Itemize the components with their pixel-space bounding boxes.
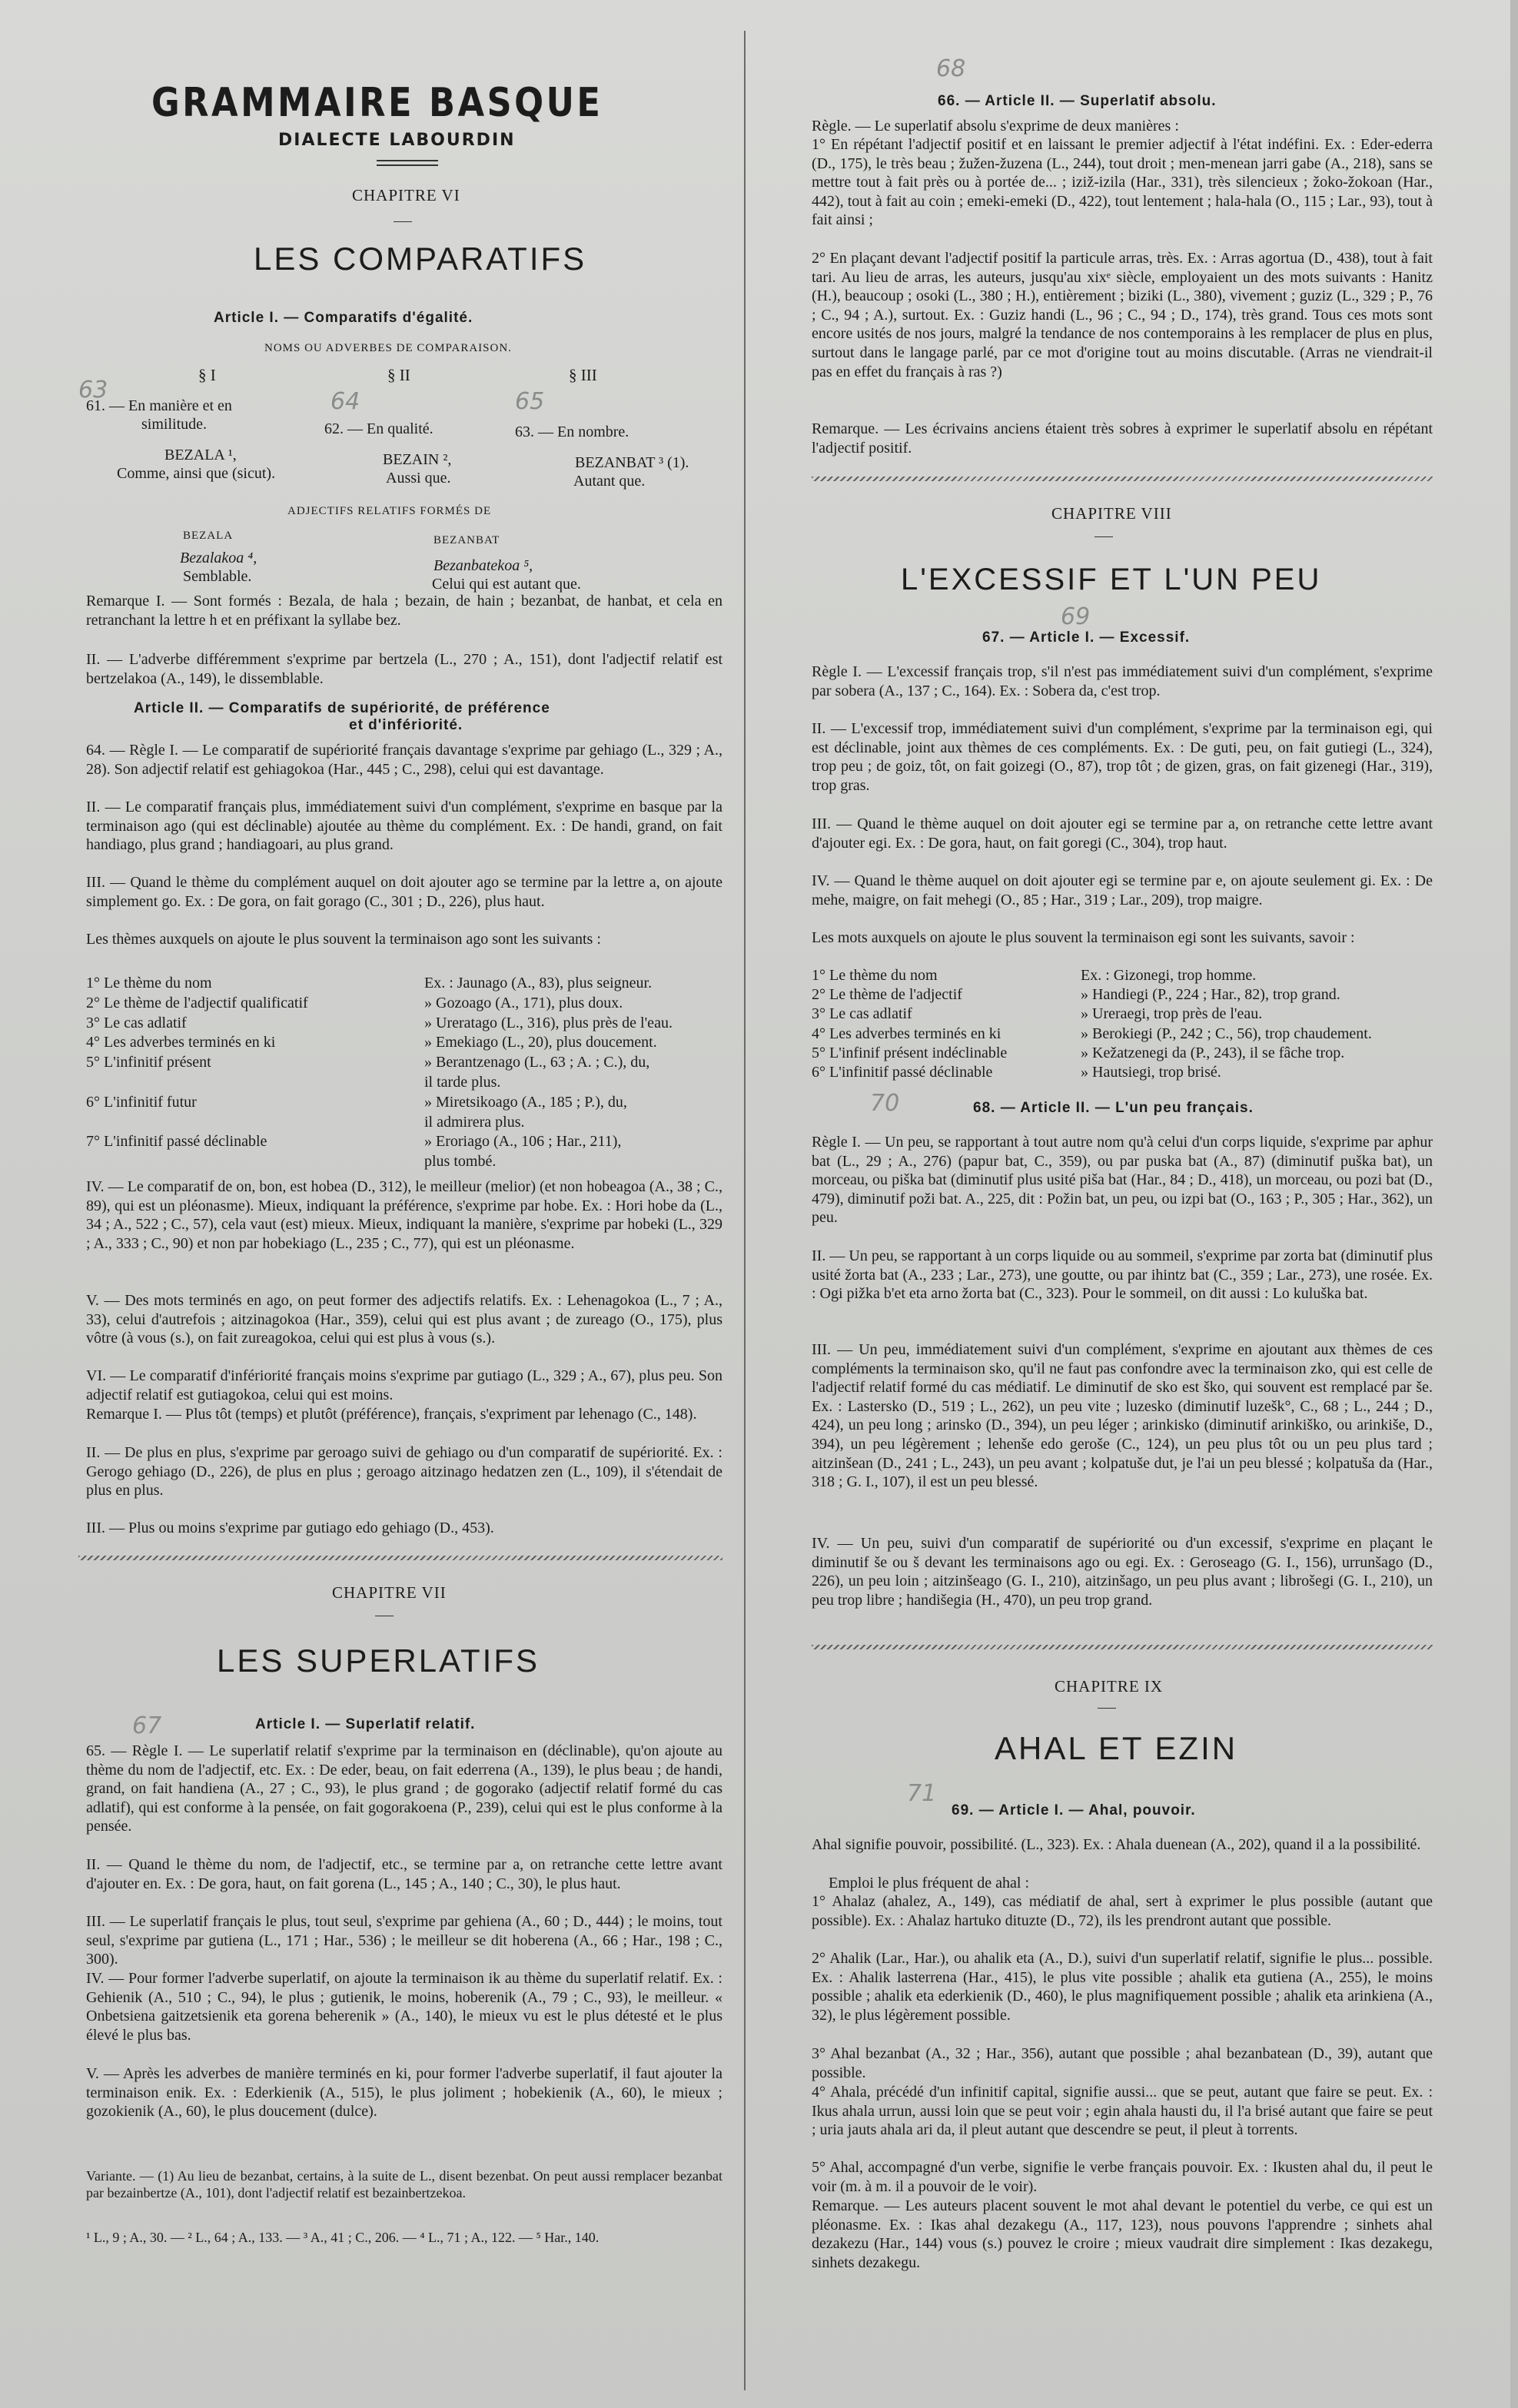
chapter-9-title: AHAL ET EZIN (995, 1730, 1238, 1766)
list-item (812, 1005, 1262, 1023)
paragraph-69-4: 4° Ahala, précédé d'un infinitif capital, signifie aussi... que se peut, autant que faire se peut. Ex. : Ikus ahala urrun, aussi loin que se peut voir ; egin ahala hausti du, il l'a brisé autant que faire se peut ; uria jauts ahala ari da, il pleut autant que descendre se peut, il pleut à torrents. (812, 2084, 1433, 2139)
chapter-6-title: LES COMPARATIFS (254, 241, 587, 277)
list-item (86, 1133, 621, 1151)
paragraph-67-iii: III. — Quand le thème auquel on doit ajouter egi se termine par a, on retranche cette lettre avant d'ajouter egi. Ex. : De gora, haut, on fait goregi (C., 304), trop haut. (812, 815, 1433, 852)
section-mark: § I (198, 366, 216, 384)
list-item-example: » Miretsikoago (A., 185 ; P.), du, (424, 1093, 627, 1111)
section-caption: NOMS OU ADVERBES DE COMPARAISON. (264, 342, 512, 354)
list-item (86, 995, 623, 1012)
paragraph-66-2: 2° En plaçant devant l'adjectif positif la particule arras, très. Ex. : Arras agortua (D., 438), tout à fait tari. Au lieu de arras, les auteurs, jusqu'au xixᵉ siècle, employaient un des mots suivants : Hanitz (H.), beaucoup ; osoki (L., 380 ; H.), entièrement ; biziki (L., 380), vivement ; guziz (L., 329 ; P., 76 ; C., 94 ; A.), surtout. Ex. : Guziz handi (L., 96 ; C., 94 ; D., 174), très grand. Tous ces mots sont encore usités de nos jours, malgré la tendance de nos contemporains à les remplacer de plus en plus, surtout dans le langage parlé, par ce mot d'origine tout au moins discutable. (Arras ne viendrait-il pas en effet du français à ras ?) (812, 250, 1433, 380)
paragraph-64-vi: V. — Des mots terminés en ago, on peut former des adjectifs relatifs. Ex. : Lehenagokoa (L., 7 ; A., 33), celui d'autrefois ; aitzinagokoa (Har., 359), celui qui est plus avant ; de zureago (O., 175), plus vôtre (à vous (s.), on fait zureagokoa, celui qui est plus à vous (s.). (86, 1292, 722, 1347)
chapter-7-title: LES SUPERLATIFS (217, 1642, 540, 1679)
list-item (812, 1045, 1344, 1062)
chapter-rule (1098, 1708, 1116, 1709)
list-item-label: 3° Le cas adlatif (86, 1014, 187, 1031)
list-item-label: 3° Le cas adlatif (812, 1005, 912, 1023)
term-bezanbat-def: Autant que. (573, 473, 646, 490)
article-67-heading: 67. — Article I. — Excessif. (982, 629, 1191, 646)
adj-bezalakoa: Bezalakoa ⁴, (180, 550, 257, 566)
adj-bezanbatekoa-def: Celui qui est autant que. (432, 576, 581, 593)
handwritten-number: 70 (870, 1090, 900, 1117)
list-item-example: » Gozoago (A., 171), plus doux. (424, 994, 623, 1011)
chapter-rule (394, 221, 412, 222)
list-item-label: 2° Le thème de l'adjectif (812, 986, 962, 1004)
article-heading: Article I. — Superlatif relatif. (255, 1716, 476, 1732)
handwritten-number: 67 (132, 1712, 162, 1739)
paragraph-64-v: IV. — Le comparatif de on, bon, est hobea (D., 312), le meilleur (melior) (et non hobeagoa (A., 38 ; C., 89), qui est un pléonasme). Mieux, indiquant la préférence, s'exprime par hobe. Ex. : Hori hobe da (L., 34 ; A., 522 ; C., 57), cela vaut (est) mieux. Mieux, indiquant la manière, s'exprime par hobeki (L., 329 ; A., 333 ; C., 90) et non par hobekiago (L., 235 ; C., 77), qui est un pléonasme. (86, 1178, 722, 1252)
list-item-label: 6° L'infinitif passé déclinable (812, 1064, 993, 1081)
heading-61: 61. — En manière et en (86, 397, 232, 414)
main-title: GRAMMAIRE BASQUE (151, 80, 603, 126)
paragraph-67: Règle I. — L'excessif français trop, s'il n'est pas immédiatement suivi d'un complément, s'exprime par sobera (A., 137 ; C., 164). Ex. : Sobera da, c'est trop. (812, 663, 1433, 699)
list-item-label: 1° Le thème du nom (86, 975, 212, 991)
paragraph-65-ii: II. — Quand le thème du nom, de l'adjectif, etc., se termine par a, on retranche cette lettre avant d'ajouter en. Ex. : De gora, haut, on fait gorena (L., 145 ; A., 140 ; C., 30), le plus haut. (86, 1856, 722, 1892)
chapter-8-title: L'EXCESSIF ET L'UN PEU (901, 563, 1322, 596)
paragraph-64-viii: Remarque I. — Plus tôt (temps) et plutôt (préférence), français, s'expriment par lehenago (C., 148). (86, 1406, 697, 1423)
paragraph-69: Ahal signifie pouvoir, possibilité. (L., 323). Ex. : Ahala duenean (A., 202), quand il a la possibilité. (812, 1836, 1421, 1853)
chapter-6-heading: CHAPITRE VI (352, 186, 460, 204)
list-item-example: il tarde plus. (424, 1074, 501, 1091)
handwritten-number: 71 (907, 1780, 937, 1807)
section-divider (812, 477, 1433, 481)
paragraph-64-ix: II. — De plus en plus, s'exprime par geroago suivi de gehiago ou d'un comparatif de supériorité. Ex. : Gerogo gehiago (D., 226), de plus en plus ; geroago aitzinago hedatzen zen (L., 109), il s'étendait de plus en plus. (86, 1444, 722, 1500)
handwritten-number: 64 (331, 388, 360, 415)
remarque-2: II. — L'adverbe différemment s'exprime par bertzela (L., 270 ; A., 151), dont l'adjectif relatif est bertzelakoa (A., 149), le dissemblable. (86, 651, 722, 687)
list-item-label: 7° L'infinitif passé déclinable (86, 1133, 267, 1151)
list-item-label: 4° Les adverbes terminés en ki (812, 1025, 1001, 1042)
list-item (86, 975, 652, 992)
adj-bezanbatekoa: Bezanbatekoa ⁵, (433, 557, 533, 574)
paragraph-69-5: 5° Ahal, accompagné d'un verbe, signifie le verbe français pouvoir. Ex. : Ikusten ahal du, il peut le voir (m. à m. il a pouvoir de le voir). (812, 2159, 1433, 2195)
column-divider (744, 31, 746, 2390)
article-heading: Article I. — Comparatifs d'égalité. (214, 310, 473, 326)
list-item-example: » Berantzenago (L., 63 ; A. ; C.), du, (424, 1054, 650, 1071)
handwritten-number: 65 (515, 388, 545, 415)
chapter-8-heading: CHAPITRE VIII (1051, 504, 1172, 523)
list-item (86, 1094, 627, 1111)
subtitle: DIALECTE LABOURDIN (278, 131, 516, 150)
handwritten-number: 63 (78, 377, 108, 404)
term-bezala-def: Comme, ainsi que (sicut). (117, 465, 276, 482)
chapter-rule (1094, 536, 1113, 537)
list-item (86, 1153, 496, 1171)
list-item-example: » Berokiegi (P., 242 ; C., 56), trop chaudement. (1081, 1025, 1372, 1042)
paragraph-65-iii: III. — Le superlatif français le plus, tout seul, s'exprime par gehiena (A., 60 ; D., 444) ; le moins, tout seul, s'exprime par gutiena (L., 171 ; Har., 536) ; le meilleur se dit hoberena (A., 66 ; Har., 198 ; C., 300). (86, 1913, 722, 1968)
page-edge (1510, 0, 1518, 2408)
title-rule (377, 160, 438, 161)
list-item-example: » Kežatzenegi da (P., 243), il se fâche trop. (1081, 1044, 1345, 1061)
list-item (812, 1064, 1221, 1081)
paragraph-69-3: 3° Ahal bezanbat (A., 32 ; Har., 356), autant que possible ; ahal bezanbatean (D., 39), autant que possible. (812, 2045, 1433, 2081)
term-bezala: BEZALA ¹, (164, 447, 237, 463)
paragraph-67-ii: II. — L'excessif trop, immédiatement suivi d'un complément, s'exprime par la terminaison egi, qui est déclinable, joint aux thèmes de ces compléments. Ex. : De guti, peu, on fait gutiegi (L., 324), trop peu ; de goiz, tôt, on fait goizegi (O., 87), trop tôt ; de gizen, gras, on fait gizenegi (Har., 319), trop gras. (812, 720, 1433, 794)
list-item-example: Ex. : Gizonegi, trop homme. (1081, 967, 1257, 984)
paragraph-66-remarque: Remarque. — Les écrivains anciens étaient très sobres à exprimer le superlatif absolu en répétant l'adjectif positif. (812, 420, 1433, 457)
list-item-example: » Emekiago (L., 20), plus doucement. (424, 1034, 657, 1051)
list-item (86, 1054, 649, 1071)
paragraph-67-v: Les mots auxquels on ajoute le plus souvent la terminaison egi sont les suivants, savoir : (812, 929, 1355, 946)
list-item-label: 6° L'infinitif futur (86, 1093, 197, 1111)
paragraph-64-x: III. — Plus ou moins s'exprime par gutiago edo gehiago (D., 453). (86, 1520, 494, 1536)
section-divider (78, 1556, 722, 1560)
chapter-9-heading: CHAPITRE IX (1055, 1677, 1164, 1696)
paragraph-67-iv: IV. — Quand le thème auquel on doit ajouter egi se termine par e, on ajoute seulement gi. Ex. : De mehe, maigre, on fait mehegi (O., 85 ; Har., 319 ; Lar., 209), trop maigre. (812, 872, 1433, 908)
heading-63: 63. — En nombre. (515, 423, 629, 440)
list-item-example: » Hautsiegi, trop brisé. (1081, 1064, 1221, 1081)
paragraph-66-1: 1° En répétant l'adjectif positif et en laissant le premier adjectif à l'état indéfini. Ex. : Eder-ederra (D., 175), le très beau ; žužen-žuzena (L., 244), tout droit ; men-menean jarri gabe (A., 218), sans se mettre tout à fait près ou à portée de... ; iziž-izila (Har., 331), très silencieux ; žoko-žokoan (Har., 442), tout à fait au coin ; emeki-emeki (D., 422), tout lentement ; hala-hala (O., 115 ; Lar., 93), tout à fait ainsi ; (812, 136, 1433, 229)
list-item-label: 5° L'infinif présent indéclinable (812, 1044, 1008, 1061)
heading-62: 62. — En qualité. (324, 420, 433, 437)
handwritten-number: 69 (1061, 603, 1091, 630)
term-bezain-def: Aussi que. (386, 470, 451, 487)
list-item (812, 1025, 1372, 1043)
chapter-7-heading: CHAPITRE VII (332, 1583, 447, 1602)
adjectives-caption: ADJECTIFS RELATIFS FORMÉS DE (287, 505, 492, 517)
term-bezain: BEZAIN ², (383, 451, 452, 468)
article-2-heading: Article II. — Comparatifs de supériorité, de préférence (134, 700, 550, 716)
list-item-label: 5° L'infinitif présent (86, 1054, 211, 1071)
paragraph-69-intro: Emploi le plus fréquent de ahal : (829, 1875, 1030, 1892)
list-item-label: 1° Le thème du nom (812, 967, 938, 984)
list-item-label: 2° Le thème de l'adjectif qualificatif (86, 994, 308, 1011)
paragraph-69-remarque: Remarque. — Les auteurs placent souvent le mot ahal devant le potentiel du verbe, ce qui est un pléonasme. Ex. : Ikas ahal dezakegu (A., 117, 123), nous pouvons l'apprendre ; sinhets ahal dezakezu (Har., 144) vous (s.) pouvez le croire ; mieux vaudrait dire simplement : Ikas dezakegu, sinhets dezakegu. (812, 2197, 1433, 2271)
list-item (812, 986, 1340, 1004)
footnotes: ¹ L., 9 ; A., 30. — ² L., 64 ; A., 133. — ³ A., 41 ; C., 206. — ⁴ L., 71 ; A., 122. — ⁵ Har., 140. (86, 2230, 600, 2245)
left-column (71, 0, 722, 2408)
paragraph-64-ii: II. — Le comparatif français plus, immédiatement suivi d'un complément, s'exprime en basque par la terminaison ago (qui est déclinable) ajoutée au thème du complément. Ex. : De handi, grand, on fait handiago, plus grand ; handiagoari, au plus grand. (86, 799, 722, 854)
paragraph-64: 64. — Règle I. — Le comparatif de supériorité français davantage s'exprime par gehiago (L., 329 ; A., 28). Son adjectif relatif est gehiagokoa (Har., 445 ; C., 298), celui qui est davantage. (86, 742, 722, 778)
paragraph-65-iv: IV. — Pour former l'adverbe superlatif, on ajoute la terminaison ik au thème du superlatif relatif. Ex. : Gehienik (A., 510 ; C., 94), le plus ; gutienik, le moins, hoberenik (A., 79 ; C., 93), le meilleur. « Onbetsiena gaitzetsienik eta gorena beherenik » (A., 140), le mieux vu est le plus détesté et le plus élevé le plus bas. (86, 1970, 722, 2044)
article-68-heading: 68. — Article II. — L'un peu français. (973, 1100, 1254, 1116)
list-item-example: il admirera plus. (424, 1113, 525, 1131)
section-mark: § II (387, 366, 410, 384)
list-item-example: » Eroriago (A., 106 ; Har., 211), (424, 1133, 622, 1151)
list-item (86, 1074, 500, 1091)
heading-61-cont: similitude. (141, 416, 207, 433)
paragraph-68: Règle I. — Un peu, se rapportant à tout autre nom qu'à celui d'un corps liquide, s'exprime par aphur bat (L., 29 ; A., 276) (papur bat, C., 359), ou par puska bat (A., 87) (diminutif puška bat), un morceau, ou piška bat (diminutif plus usité piša bat (Har., 84 ; D., 418), un morceau, ou pozi bat (D., 479), diminutif poži bat. A., 225, dit : Požin bat, un peu, ou izpi bat (O., 163 ; P., 305 ; Har., 362), un peu. (812, 1134, 1433, 1227)
paragraph-64-vii: VI. — Le comparatif d'infériorité français moins s'exprime par gutiago (L., 329 ; A., 67), plus peu. Son adjectif relatif est gutiagokoa, celui qui est moins. (86, 1367, 722, 1403)
list-item-example: » Ureraegi, trop près de l'eau. (1081, 1005, 1263, 1023)
list-item (86, 1034, 657, 1051)
section-mark: § III (569, 366, 597, 384)
term-bezanbat: BEZANBAT ³ (1). (575, 454, 689, 471)
list-item-example: » Ureratago (L., 316), plus près de l'eau. (424, 1014, 673, 1031)
list-item (86, 1114, 525, 1131)
paragraph-68-iii: III. — Un peu, immédiatement suivi d'un complément, s'exprime en ajoutant aux thèmes de ces compléments la terminaison sko, qu'il ne faut pas confondre avec la terminaison zko, qui est celle de l'adjectif relatif formé du cas médiatif. Le diminutif de sko est ško, qui souvent est remplacé par še. Ex. : Lastersko (D., 519 ; L., 262), un peu vite ; luzesko (diminutif luzešk°, C., 68 ; L., 244 ; D., 424), un peu long ; arinsko (D., 394), un peu léger ; arinkisko (diminutif arinkiško, ou arinkiše, D., 394), un peu légèrement ; lehenše edo geroše (C., 124), un peu plus tôt ou un peu plus tard ; aitzinšean (D., 241 ; L., 243), un peu avant ; kolpatuše dut, je l'ai un peu blessé ; kolpatuša da (Har., 318 ; G. I., 107), il est un peu blessé. (812, 1341, 1433, 1491)
list-item-example: » Handiegi (P., 224 ; Har., 82), trop grand. (1081, 986, 1340, 1004)
list-item-example: Ex. : Jaunago (A., 83), plus seigneur. (424, 975, 653, 991)
paragraph-69-1: 1° Ahalaz (ahalez, A., 149), cas médiatif de ahal, sert à exprimer le plus possible (autant que possible). Ex. : Ahalaz hartuko dituzte (D., 72), ils les prendront autant que possible. (812, 1893, 1433, 1929)
article-66-heading: 66. — Article II. — Superlatif absolu. (938, 93, 1217, 109)
adj-col-bezanbat: BEZANBAT (433, 534, 500, 546)
paragraph-65: 65. — Règle I. — Le superlatif relatif s'exprime par la terminaison en (déclinable), qu'on ajoute au thème du nom de l'adjectif, etc. Ex. : De eder, beau, on fait ederrena (A., 139), le plus beau ; de handi, grand, on fait handiena (A., 27 ; C., 93), le plus grand ; de gogorako (adjectif relatif formé du cas adlatif), qui est conforme à la pensée, on fait gogorakoena (P., 239), celui qui est le plus conforme à la pensée. (86, 1742, 722, 1835)
paragraph-65-v: V. — Après les adverbes de manière terminés en ki, pour former l'adverbe superlatif, il faut ajouter la terminaison enik. Ex. : Ederkienik (A., 515), le plus joliment ; hobekienik (A., 60), le mieux ; gozokienik (A., 60), le plus doucement (dulce). (86, 2065, 722, 2121)
article-69-heading: 69. — Article I. — Ahal, pouvoir. (952, 1802, 1196, 1818)
paragraph-68-ii: II. — Un peu, se rapportant à un corps liquide ou au sommeil, s'exprime par zorta bat (diminutif plus usité žorta bat (A., 233 ; Lar., 273), une goutte, ou par ihintz bat (C., 359 ; Lar., 273), une rosée. Ex. : Ogi pižka b'et eta arno žorta bat (C., 323). Pour le sommeil, on dit aussi : Lo kuluška bat. (812, 1247, 1433, 1303)
paragraph-68-iv: IV. — Un peu, suivi d'un comparatif de supériorité ou d'un excessif, s'exprime en plaçant le diminutif še ou š devant les terminaisons ago ou egi. Ex. : Geroseago (G. I., 156), urrunšago (D., 226), un peu loin ; aitzinšeago (G. I., 210), aitzinšago, un peu plus avant ; librošegi (G. I., 210), un peu trop libre ; handišegia (H., 470), un peu trop grand. (812, 1535, 1433, 1609)
list-item-label: 4° Les adverbes terminés en ki (86, 1034, 276, 1051)
variante-note: Variante. — (1) Au lieu de bezanbat, certains, à la suite de L., disent bezenbat. On peut aussi remplacer bezanbat par bezainbertze (A., 101), dont l'adjectif relatif est bezainbertzekoa. (86, 2168, 722, 2200)
paragraph-64-iv: Les thèmes auxquels on ajoute le plus souvent la terminaison ago sont les suivants : (86, 931, 601, 948)
paragraph-64-iii: III. — Quand le thème du complément auquel on doit ajouter ago se termine par la lettre a, on ajoute simplement go. Ex. : De gora, on fait gorago (C., 301 ; D., 226), plus haut. (86, 874, 722, 910)
adj-col-bezala: BEZALA (183, 530, 234, 542)
article-2-heading-cont: et d'infériorité. (349, 717, 463, 733)
remarque-1: Remarque I. — Sont formés : Bezala, de hala ; bezain, de hain ; bezanbat, de hanbat, et cela en retranchant la lettre h et en préfixant la syllabe bez. (86, 593, 722, 629)
list-item (812, 967, 1256, 985)
paragraph-66: Règle. — Le superlatif absolu s'exprime de deux manières : (812, 118, 1179, 135)
section-divider (812, 1645, 1433, 1649)
adj-bezalakoa-def: Semblable. (183, 568, 252, 585)
right-column (809, 0, 1433, 2408)
title-rule (377, 164, 438, 166)
paragraph-69-2: 2° Ahalik (Lar., Har.), ou ahalik eta (A., D.), suivi d'un superlatif relatif, signifie le plus... possible. Ex. : Ahalik lasterrena (Har., 415), le plus vite possible ; ahalik eta gutiena (A., 255), le moins possible ; ahalik eta ederkienik (D., 460), le plus magnifiquement possible ; ahalik eta arinkiena (A., 32), le plus légèrement possible. (812, 1950, 1433, 2024)
handwritten-number: 68 (936, 55, 966, 82)
list-item (86, 1015, 673, 1032)
list-item-example: plus tombé. (424, 1153, 497, 1171)
